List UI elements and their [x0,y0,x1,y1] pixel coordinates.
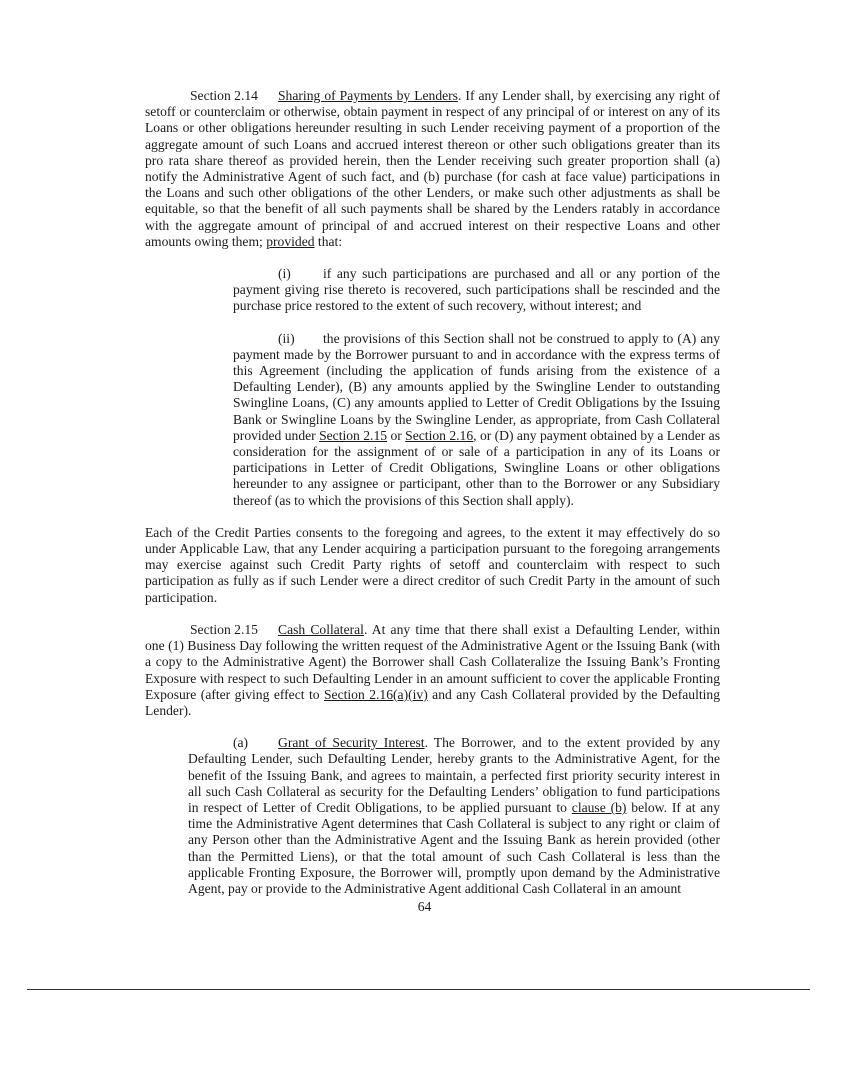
provided-tail: that: [314,233,343,249]
section-2-14-number: Section 2.14 [190,88,258,103]
footer-divider [27,989,810,990]
clause-i-label: (i) [278,266,291,282]
section-2-15-link[interactable]: Section 2.15 [319,427,388,443]
subsection-a-label: (a) [233,735,249,751]
section-2-16-a-iv-link[interactable]: Section 2.16(a)(iv) [324,686,428,702]
subsection-a-title: Grant of Security Interest [278,735,425,751]
clause-ii-or: or [387,427,406,443]
section-2-15-body-a: . At any time that there shall exist a Defaulting Lender, within one (1) Business Day following the written request of the Administrative Agent or the Issuing Bank (with a copy to the Administrative Agent) the Borrower shall Cash Collateralize the Issuing Bank’s Fronting Exposure with respect to such Defaulting Lender in an amount sufficient to cover the applicable Fronting Exposure (after giving effect to [145,621,720,702]
section-2-14-body: . If any Lender shall, by exercising any right of setoff or counterclaim or otherwise, obtain payment in respect of any principal of or interest on any of its Loans or other obligations hereunder resulting in such Lender receiving payment of a proportion of the aggregate amount of such Loans and accrued interest thereon or other such obligations greater than its pro rata share thereof as provided herein, then the Lender receiving such greater proportion shall (a) notify the Administrative Agent of such fact, and (b) purchase (for cash at face value) participations in the Loans and such other obligations of the other Lenders, or make such other adjustments as shall be equitable, so that the benefit of all such payments shall be shared by the Lenders ratably in accordance with the aggregate amount of principal of and accrued interest on their respective Loans and other amounts owing them; [145,88,720,249]
section-2-14-paragraph [145,88,720,250]
section-2-16-link[interactable]: Section 2.16 [405,427,474,443]
clause-ii-label: (ii) [278,330,295,346]
consent-paragraph: Each of the Credit Parties consents to the foregoing and agrees, to the extent it may effectively do so under Applicable Law, that any Lender acquiring a participation pursuant to the foregoing arrangements may exercise against such Credit Party rights of setoff and counterclaim with respect to such participation as fully as if such Lender were a direct creditor of such Credit Party in the amount of such participation. [145,524,720,605]
subsection-a-text-1: . The Borrower, and to the extent provided by any Defaulting Lender, such Defaulting Lender, hereby grants to the Administrative Agent, for the benefit of the Issuing Bank, and agrees to maintain, a perfected first priority security interest in all such Cash Collateral as security for the Defaulting Lenders’ obligation to fund participations in respect of Letter of Credit Obligations, to be applied pursuant to [188,735,720,815]
clause-ii [233,331,720,509]
clause-ii-text-b: , or (D) any payment obtained by a Lender as consideration for the assignment of or sale of a participation in any of its Loans or participations in Letter of Credit Obligations, Swingline Loans or other obligations hereunder to any assignee or participant, other than to the Borrower or any Subsidiary thereof (as to which the provisions of this Section shall apply). [233,427,721,508]
clause-i [233,266,720,315]
clause-ii-text-a: the provisions of this Section shall not be construed to apply to (A) any payment made by the Borrower pursuant to and in accordance with the express terms of this Agreement (including the application of funds arising from the existence of a Defaulting Lender), (B) any amounts applied by the Swingline Lender to outstanding Swingline Loans, (C) any amounts applied to Letter of Credit Obligations by the Issuing Bank or Swingline Loans by the Swingline Lender, as appropriate, from Cash Collateral provided under [233,330,720,443]
page-number: 64 [417,899,432,914]
section-2-15-number: Section 2.15 [190,621,258,637]
section-2-15-body-b: and any Cash Collateral provided by the Defaulting Lender). [145,686,720,718]
provided-term: provided [266,233,315,249]
section-2-15-paragraph [145,622,720,719]
clause-i-text: if any such participations are purchased and all or any portion of the payment giving rise thereto is recovered, such participations shall be rescinded and the purchase price restored to the extent of such recovery, without interest; and [233,266,720,314]
document-page [145,88,720,897]
section-2-15-title: Cash Collateral [278,621,364,637]
subsection-a-text-2: below. If at any time the Administrative Agent determines that Cash Collateral is subject to any right or claim of any Person other than the Administrative Agent and the Issuing Bank as herein provided (other than the Permitted Liens), or that the total amount of such Cash Collateral is less than the applicable Fronting Exposure, the Borrower will, promptly upon demand by the Administrative Agent, pay or provide to the Administrative Agent additional Cash Collateral in an amount [188,799,720,896]
subsection-a [188,735,720,897]
clause-b-link[interactable]: clause (b) [571,799,627,815]
section-2-14-title: Sharing of Payments by Lenders [278,88,458,103]
